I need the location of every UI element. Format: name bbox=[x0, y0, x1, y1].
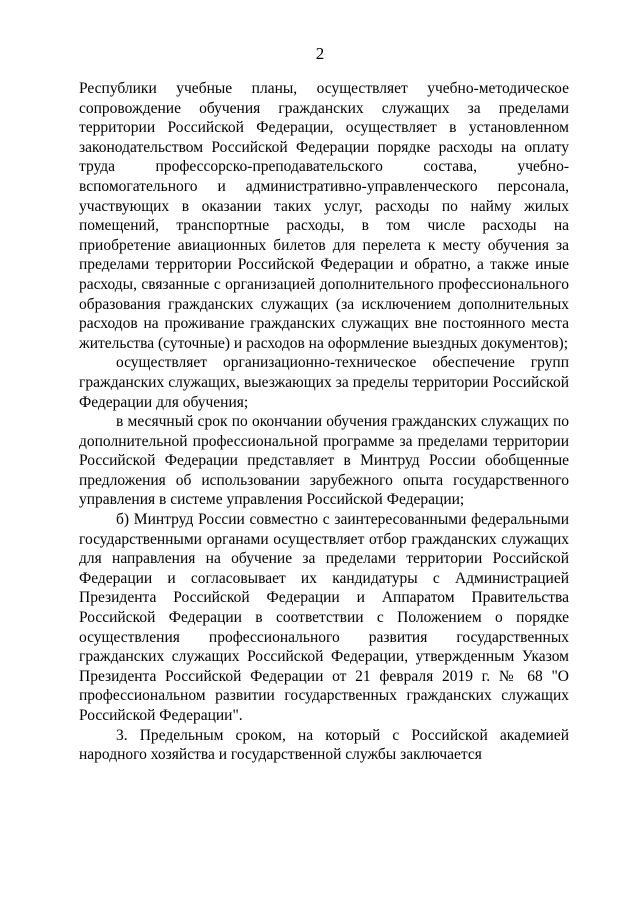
paragraph-1: Республики учебные планы, осуществляет учебно-методическое сопровождение обучения гражданских служащих за пределами территории Российской Федерации, осуществляет в установленном законодательством Российской Федерации порядке расходы на оплату труда профессорско-преподавательского состава, учебно-вспомогательного и административно-управленческого персонала, участвующих в оказании таких услуг, расходы по найму жилых помещений, транспортные расходы, в том числе расходы на приобретение авиационных билетов для перелета к месту обучения за пределами территории Российской Федерации и обратно, а также иные расходы, связанные с организацией дополнительного профессионального образования гражданских служащих (за исключением дополнительных расходов на проживание гражданских служащих вне постоянного места жительства (суточные) и расходов на оформление выездных документов); bbox=[79, 80, 569, 352]
paragraph-5: 3. Предельным сроком, на который с Российской академией народного хозяйства и государственной службы заключается bbox=[79, 726, 569, 764]
paragraph-3: в месячный срок по окончании обучения гражданских служащих по дополнительной профессиональной программе за пределами территории Российской Федерации представляет в Минтруд России обобщенные предложения об использовании зарубежного опыта государственного управления в системе управления Российской Федерации; bbox=[79, 413, 569, 509]
document-body bbox=[79, 79, 569, 765]
paragraph-2: осуществляет организационно-техническое обеспечение групп гражданских служащих, выезжающих за пределы территории Российской Федерации для обучения; bbox=[79, 354, 569, 411]
page-number: 2 bbox=[315, 44, 325, 63]
paragraph-4: б) Минтруд России совместно с заинтересованными федеральными государственными органами осуществляет отбор гражданских служащих для направления на обучение за пределами территории Российской Федерации и согласовывает их кандидатуры с Администрацией Президента Российской Федерации и Аппаратом Правительства Российской Федерации в соответствии с Положением о порядке осуществления профессионального развития государственных гражданских служащих Российской Федерации, утвержденным Указом Президента Российской Федерации от 21 февраля 2019 г. № 68 "О профессиональном развитии государственных гражданских служащих Российской Федерации". bbox=[79, 511, 569, 724]
